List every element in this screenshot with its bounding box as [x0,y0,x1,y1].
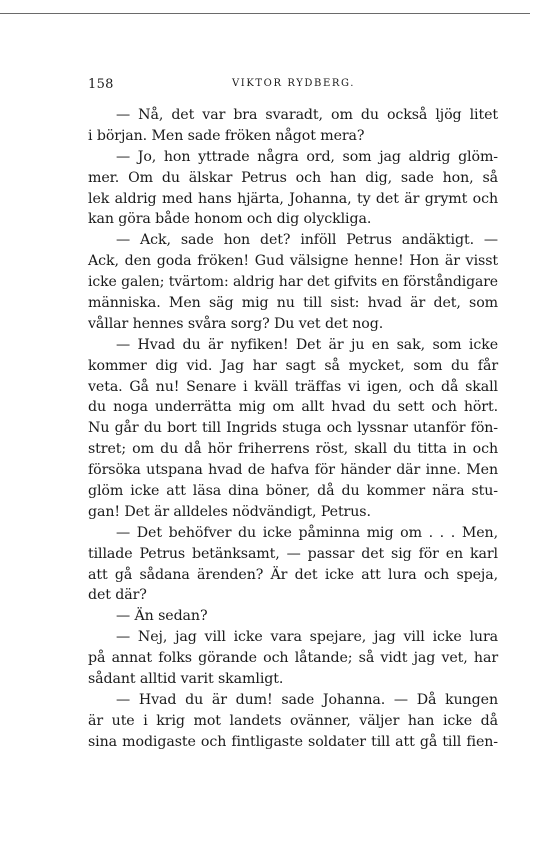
text-line: — Jo, hon yttrade några ord, som jag aldrig glöm- [116,148,498,165]
text-line: försöka utspana hvad de hafva för händer där inne. Men [88,462,498,479]
body-text [88,105,498,753]
text-line: är ute i krig mot landets ovänner, väljer han icke då [88,712,498,729]
page-number: 158 [88,77,114,92]
text-line: Ack, den goda fröken! Gud välsigne henne! Hon är visst [88,253,498,270]
text-line: människa. Men säg mig nu till sist: hvad är det, som [88,295,498,312]
top-rule [0,13,530,14]
text-line: i början. Men sade fröken något mera? [88,127,365,144]
text-line: mer. Om du älskar Petrus och han dig, sade hon, så [88,169,498,186]
text-line: på annat folks görande och låtande; så vidt jag vet, har [88,650,498,667]
text-line: — Nå, det var bra svaradt, om du också ljög litet [116,107,498,123]
text-line: — Än sedan? [116,608,208,625]
text-line: sådant alltid varit skamligt. [88,671,284,688]
text-line: — Hvad du är nyfiken! Det är ju en sak, som icke [116,336,498,353]
text-line: veta. Gå nu! Senare i kväll träffas vi igen, och då skall [88,378,498,395]
text-line: du noga underrätta mig om allt hvad du sett och hört. [88,399,498,416]
text-line: — Hvad du är dum! sade Johanna. — Då kungen [116,691,498,708]
text-line: — Det behöfver du icke påminna mig om . . . Men, [116,524,498,541]
text-line: vållar hennes svåra sorg? Du vet det nog. [88,315,384,332]
text-line: kan göra både honom och dig olyckliga. [88,211,372,228]
running-head: VIKTOR RYDBERG. [231,78,356,89]
text-line: icke galen; tvärtom: aldrig har det gifvits en förståndigare [88,274,498,291]
text-line: lek aldrig med hans hjärta, Johanna, ty det är grymt och [88,190,498,207]
text-line: — Nej, jag vill icke vara spejare, jag vill icke lura [116,629,498,646]
text-line: att gå sådana ärenden? Är det icke att lura och speja, [88,566,498,583]
page-header [88,77,499,95]
text-line: kommer dig vid. Jag har sagt så mycket, som du får [88,357,498,374]
text-line: glöm icke att läsa dina böner, då du kommer nära stu- [88,483,498,500]
text-line: det där? [88,587,147,604]
text-line: gan! Det är alldeles nödvändigt, Petrus. [88,503,371,520]
text-line: stret; om du då hör friherrens röst, skall du titta in och [88,441,498,458]
text-line: — Ack, sade hon det? inföll Petrus andäktigt. — [116,232,498,249]
text-line: sina modigaste och fintligaste soldater till att gå till fien- [88,733,498,750]
text-line: tillade Petrus betänksamt, — passar det sig för en karl [88,545,498,562]
text-line: Nu går du bort till Ingrids stuga och lyssnar utanför fön- [88,420,498,437]
